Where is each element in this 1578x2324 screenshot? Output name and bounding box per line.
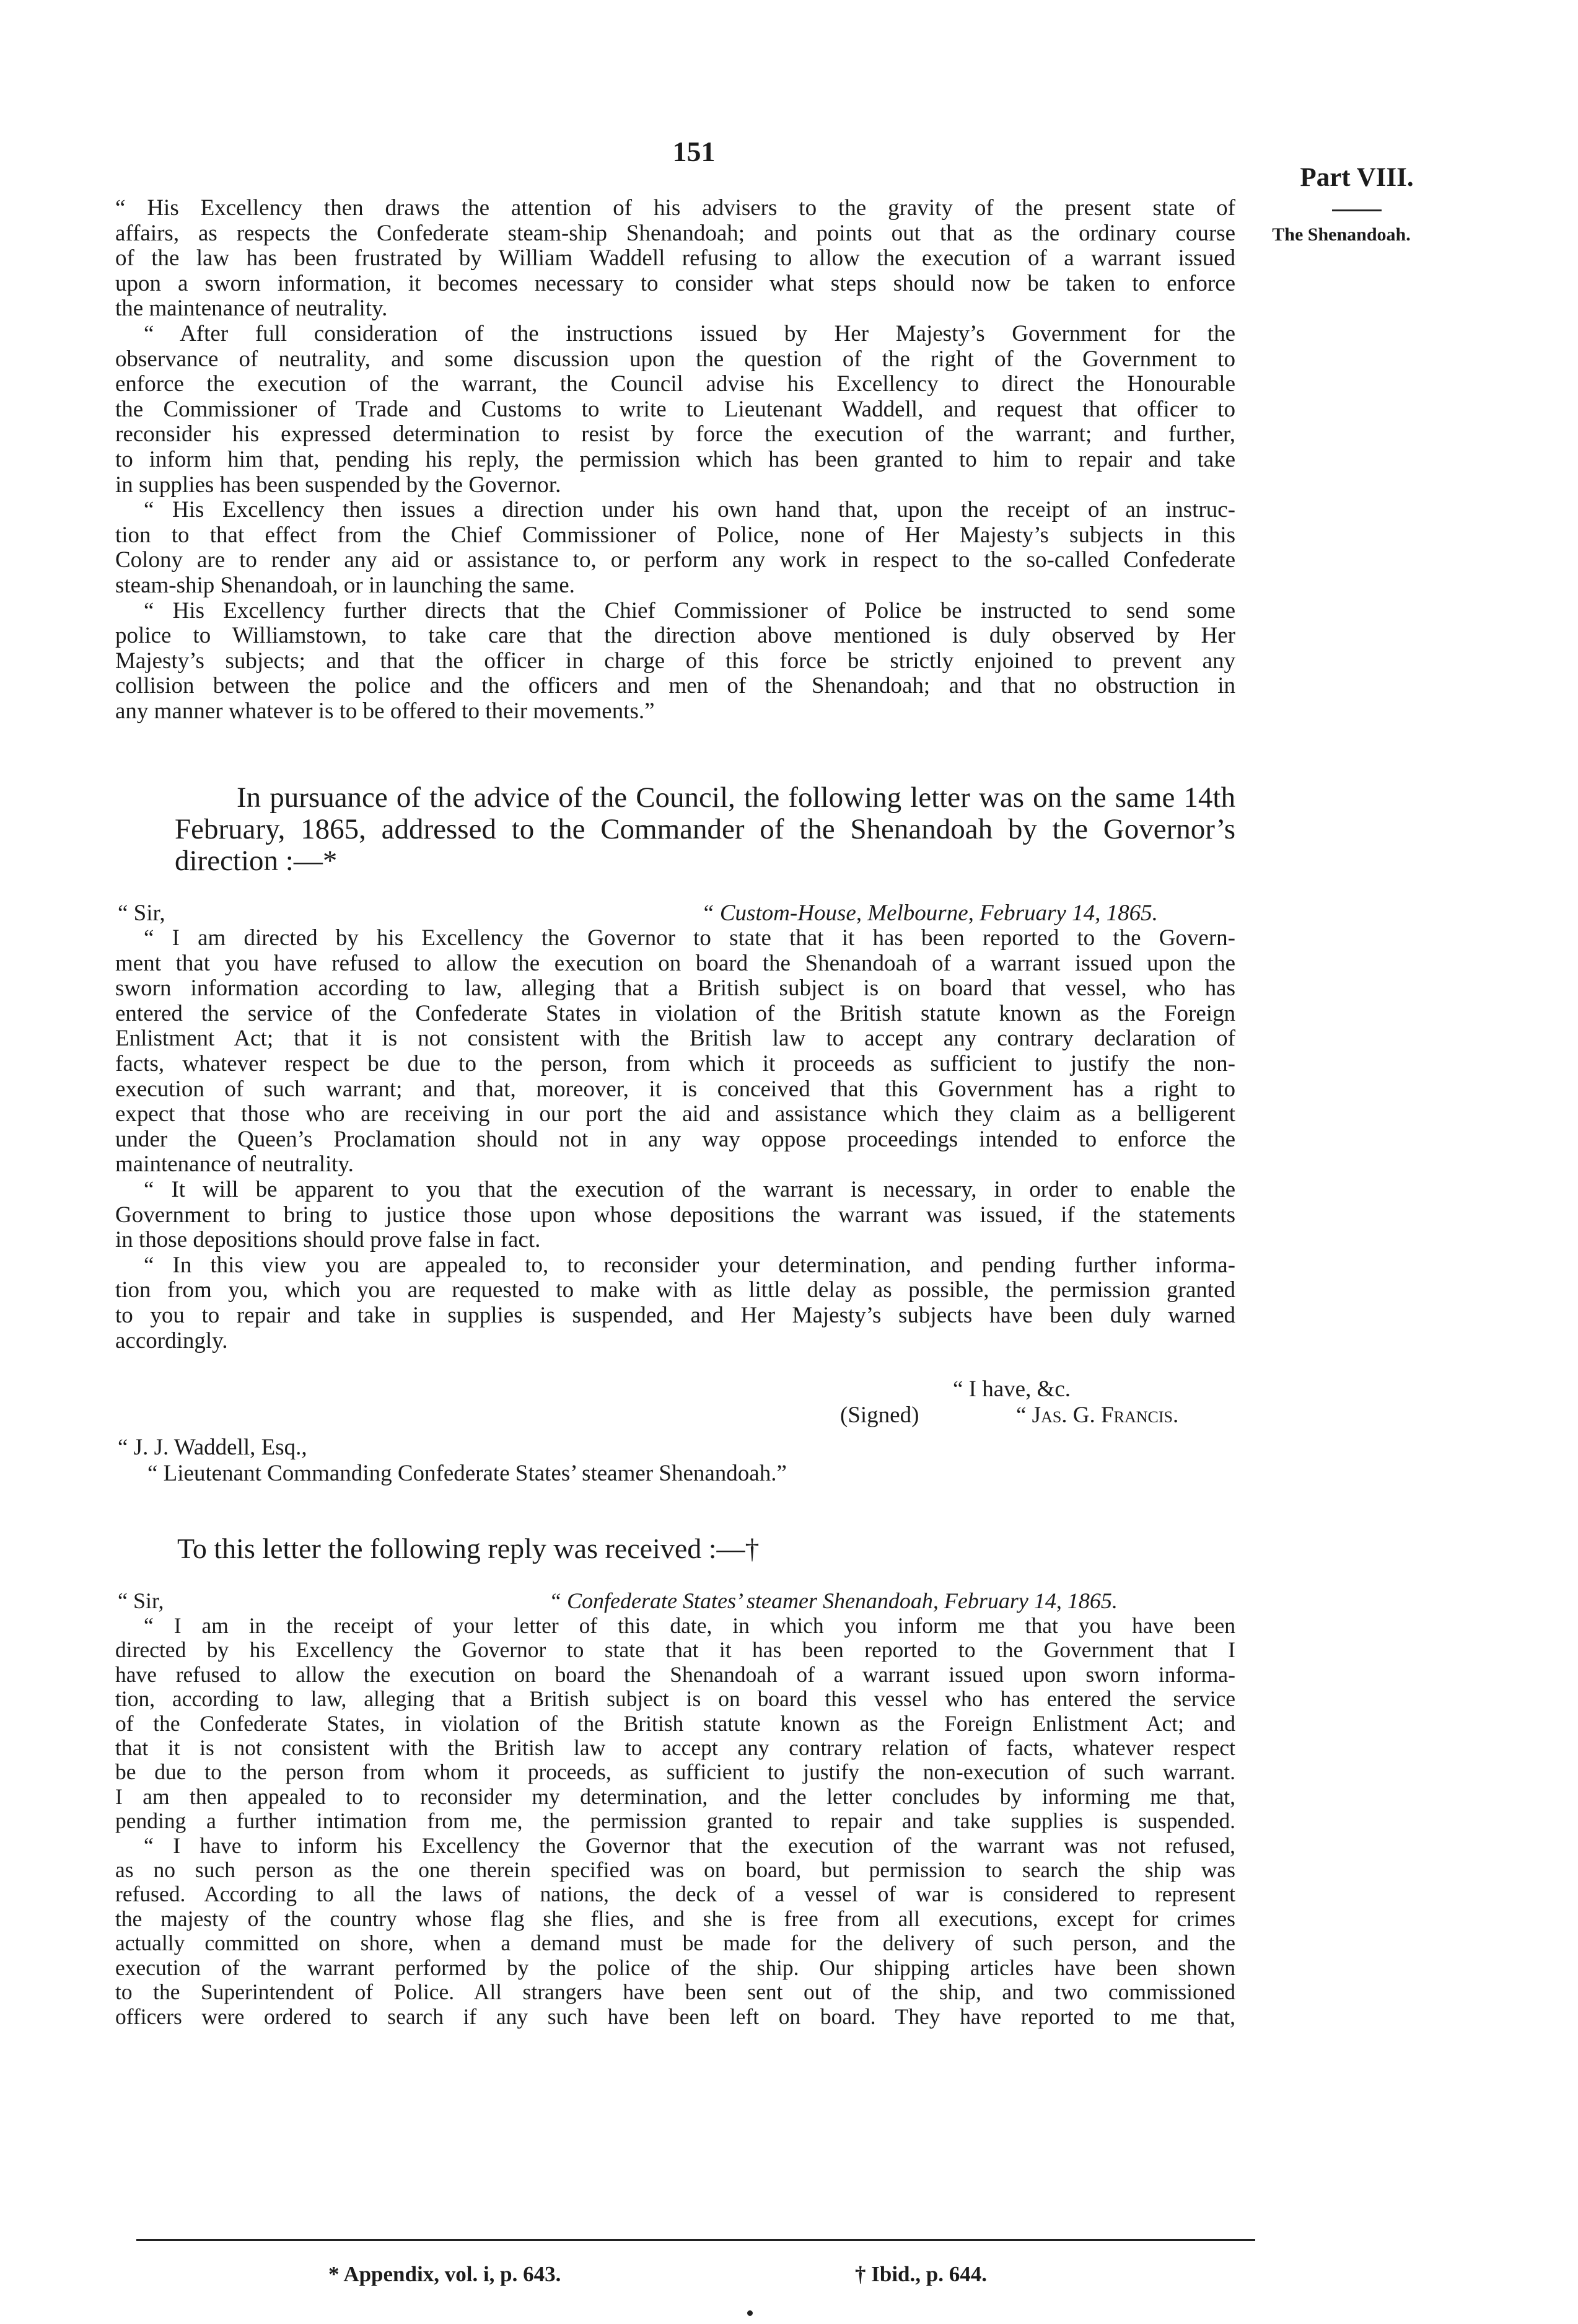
council-line: Majesty’s subjects; and that the officer in charge of this force be strictly enjoined to prevent any <box>115 648 1235 674</box>
council-line: “ His Excellency then draws the attention of his advisers to the gravity of the present state of <box>115 196 1235 221</box>
council-line: steam-ship Shenandoah, or in launching the same. <box>115 573 575 598</box>
letter1-line: to you to repair and take in supplies is suspended, and Her Majesty’s subjects have been duly warned <box>115 1303 1235 1328</box>
letter2-line: be due to the person from whom it proceeds, as sufficient to justify the non-execution of such warrant. <box>115 1760 1235 1785</box>
letter2-line: have refused to allow the execution on board the Shenandoah of a warrant issued upon sworn informa- <box>115 1662 1235 1687</box>
letter2-line: directed by his Excellency the Governor to state that it has been reported to the Government that I <box>115 1638 1235 1663</box>
council-line: collision between the police and the officers and men of the Shenandoah; and that no obstruction in <box>115 674 1235 699</box>
letter2-line: the majesty of the country whose flag she flies, and she is free from all executions, except for crimes <box>115 1906 1235 1931</box>
council-line: police to Williamstown, to take care that the direction above mentioned is duly observed by Her <box>115 623 1235 649</box>
council-line: in supplies has been suspended by the Governor. <box>115 472 561 498</box>
letter1-signature: “ Jas. G. Francis. <box>1016 1402 1179 1428</box>
letter2-line: execution of the warrant performed by the police of the ship. Our shipping articles have been shown <box>115 1955 1235 1980</box>
council-line: affairs, as respects the Confederate steam-ship Shenandoah; and points out that as the ordinary course <box>115 221 1235 246</box>
letter1-line: ment that you have refused to allow the execution on board the Shenandoah of a warrant issued upon the <box>115 951 1235 976</box>
letter1-line: “ I am directed by his Excellency the Governor to state that it has been reported to the Govern- <box>144 926 1235 951</box>
council-line: enforce the execution of the warrant, the Council advise his Excellency to direct the Honourable <box>115 372 1235 397</box>
letter2-line: as no such person as the one therein specified was on board, but permission to search the ship was <box>115 1858 1235 1883</box>
letter1-line: maintenance of neutrality. <box>115 1152 354 1177</box>
letter1-line: “ In this view you are appealed to, to reconsider your determination, and pending further informa- <box>144 1252 1235 1278</box>
council-line: Colony are to render any aid or assistance to, or perform any work in respect to the so-called Confederate <box>115 548 1235 573</box>
letter1-addressee-title: “ Lieutenant Commanding Confederate States’ steamer Shenandoah.” <box>147 1461 787 1486</box>
council-line: “ His Excellency further directs that the Chief Commissioner of Police be instructed to send some <box>144 598 1235 623</box>
council-line: the maintenance of neutrality. <box>115 296 388 322</box>
letter1-line: under the Queen’s Proclamation should not in any way oppose proceedings intended to enforce the <box>115 1127 1235 1152</box>
letter1-closing: “ I have, &c. <box>953 1376 1071 1402</box>
margin-subject: The Shenandoah. <box>1272 224 1411 245</box>
letter1-addressee-name: “ J. J. Waddell, Esq., <box>118 1435 307 1460</box>
council-line: reconsider his expressed determination to resist by force the execution of the warrant; and further, <box>115 422 1235 447</box>
letter2-line: officers were ordered to search if any such have been left on board. They have reported to me that, <box>115 2004 1235 2029</box>
letter2-salutation: “ Sir, <box>118 1588 164 1613</box>
letter1-line: in those depositions should prove false in fact. <box>115 1228 541 1253</box>
letter2-dateline: “ Confederate States’ steamer Shenandoah, February 14, 1865. <box>549 1588 1118 1613</box>
letter1-signed: (Signed) <box>840 1402 919 1428</box>
letter1-line: accordingly. <box>115 1328 228 1353</box>
letter2-line: “ I am in the receipt of your letter of this date, in which you inform me that you have been <box>144 1614 1235 1638</box>
letter1-line: entered the service of the Confederate States in violation of the British statute known as the Foreign <box>115 1001 1235 1026</box>
letter1-line: facts, whatever respect be due to the person, from which it proceeds as sufficient to justify the non- <box>115 1051 1235 1076</box>
council-line: to inform him that, pending his reply, the permission which has been granted to him to repair and take <box>115 447 1235 472</box>
margin-divider <box>1332 209 1382 211</box>
letter2-line: refused. According to all the laws of nations, the deck of a vessel of war is considered to represent <box>115 1882 1235 1907</box>
narrative-line: direction :—* <box>175 845 338 877</box>
letter1-line: Enlistment Act; that it is not consistent with the British law to accept any contrary declaration of <box>115 1026 1235 1052</box>
council-line: observance of neutrality, and some discussion upon the question of the right of the Government to <box>115 346 1235 372</box>
narrative-line: February, 1865, addressed to the Commander of the Shenandoah by the Governor’s <box>175 814 1235 845</box>
letter2-line: that it is not consistent with the British law to accept any contrary relation of facts, whatever respect <box>115 1736 1235 1761</box>
letter2-body <box>115 1614 1235 2029</box>
letter2-line: actually committed on shore, when a demand must be made for the delivery of such person, and the <box>115 1931 1235 1956</box>
council-line: “ After full consideration of the instructions issued by Her Majesty’s Government for the <box>144 321 1235 346</box>
letter1-line: expect that those who are receiving in our port the aid and assistance which they claim as a belligerent <box>115 1102 1235 1127</box>
letter2-line: of the Confederate States, in violation of the British statute known as the Foreign Enlistment Act; and <box>115 1711 1235 1736</box>
letter1-line: tion from you, which you are requested to make with as little delay as possible, the permission granted <box>115 1278 1235 1303</box>
letter1-dateline: “ Custom-House, Melbourne, February 14, 1865. <box>701 900 1158 926</box>
letter2-line: “ I have to inform his Excellency the Governor that the execution of the warrant was not refused, <box>144 1833 1235 1858</box>
letter2-line: to the Superintendent of Police. All strangers have been sent out of the ship, and two commissioned <box>115 1980 1235 2005</box>
council-line: any manner whatever is to be offered to their movements.” <box>115 698 655 724</box>
letter2-line: pending a further intimation from me, the permission granted to repair and take supplies is suspended. <box>115 1809 1235 1834</box>
narrative-paragraph <box>175 782 1235 877</box>
letter2-line: I am then appealed to to reconsider my determination, and the letter concludes by informing me that, <box>115 1784 1235 1809</box>
council-line: “ His Excellency then issues a direction under his own hand that, upon the receipt of an instruc- <box>144 498 1235 523</box>
letter1-salutation: “ Sir, <box>118 900 165 926</box>
letter1-line: “ It will be apparent to you that the execution of the warrant is necessary, in order to enable the <box>144 1177 1235 1202</box>
letter1-line: sworn information according to law, alleging that a British subject is on board that vessel, who has <box>115 976 1235 1001</box>
page-number: 151 <box>672 136 716 167</box>
council-line: of the law has been frustrated by William Waddell refusing to allow the execution of a warrant issued <box>115 246 1235 271</box>
council-line: upon a sworn information, it becomes necessary to consider what steps should now be taken to enforce <box>115 271 1235 296</box>
narrative-line: In pursuance of the advice of the Council, the following letter was on the same 14th <box>237 782 1235 814</box>
reply-heading: To this letter the following reply was received :—† <box>177 1533 760 1564</box>
footnote-appendix: * Appendix, vol. i, p. 643. <box>328 2262 561 2286</box>
letter1-body <box>115 926 1235 1353</box>
page-mark-dot <box>747 2310 753 2316</box>
letter2-line: tion, according to law, alleging that a British subject is on board this vessel who has entered the service <box>115 1687 1235 1712</box>
council-line: the Commissioner of Trade and Customs to write to Lieutenant Waddell, and request that officer to <box>115 397 1235 422</box>
letter1-line: execution of such warrant; and that, moreover, it is conceived that this Government has a right to <box>115 1076 1235 1102</box>
margin-part-heading: Part VIII. <box>1300 163 1414 192</box>
letter1-line: Government to bring to justice those upon whose depositions the warrant was issued, if the statements <box>115 1202 1235 1228</box>
footnote-divider <box>136 2239 1255 2241</box>
council-line: tion to that effect from the Chief Commissioner of Police, none of Her Majesty’s subjects in this <box>115 522 1235 548</box>
council-minute <box>115 196 1235 724</box>
footnote-ibid: † Ibid., p. 644. <box>855 2262 987 2286</box>
